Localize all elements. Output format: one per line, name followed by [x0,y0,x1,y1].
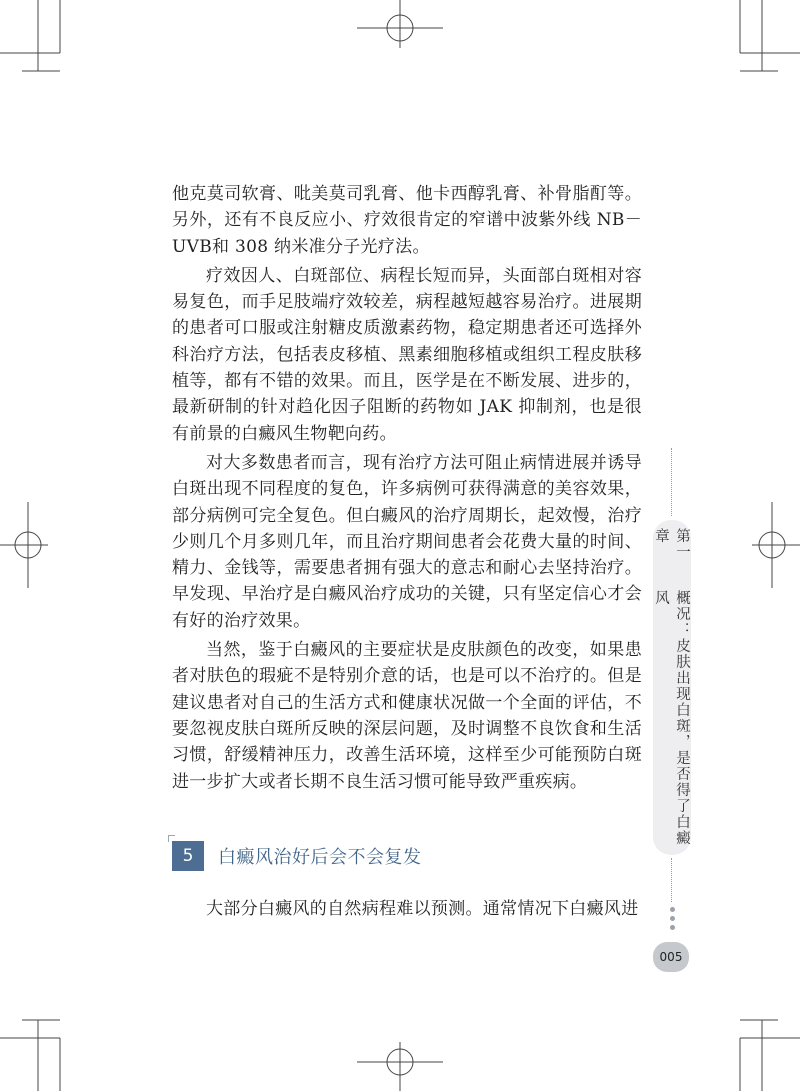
paragraph: 大部分白癜风的自然病程难以预测。通常情况下白癜风进 [206,899,639,919]
body-text-continued [172,896,642,922]
paragraph: 疗效因人、白斑部位、病程长短而异，头面部白斑相对容易复色，而手足肢端疗效较差，病程越短越容易治疗。进展期的患者可口服或注射糖皮质激素药物，稳定期患者还可选择外科治疗方法，包括表皮移植、黑素细胞移植或组织工程皮肤移植等，都有不错的效果。而且，医学是在不断发展、进步的，最新研制的针对趋化因子阻断的药物如 JAK 抑制剂，也是很有前景的白癜风生物靶向药。 [172,265,642,444]
chapter-side-tab [653,520,691,855]
page-number-badge [653,942,689,972]
paragraph: 他克莫司软膏、吡美莫司乳膏、他卡西醇乳膏、补骨脂酊等。另外，还有不良反应小、疗效很肯定的窄谱中波紫外线 NB－UVB和 308 纳米准分子光疗法。 [172,184,642,257]
chapter-title: 概况：皮肤出现白斑，是否得了白癜风 [653,590,690,847]
section-heading [172,839,422,873]
paragraph: 对大多数患者而言，现有治疗方法可阻止病情进展并诱导白斑出现不同程度的复色，许多病例可获得满意的美容效果，部分病例可完全复色。但白癜风的治疗周期长，起效慢，治疗少则几个月多则几年，而且治疗期间患者会花费大量的时间、精力、金钱等，需要患者拥有强大的意志和耐心去坚持治疗。早发现、早治疗是白癜风治疗成功的关键，只有坚定信心才会有好的治疗效果。 [172,452,642,631]
section-title: 白癜风治好后会不会复发 [218,847,422,868]
page-number: 005 [659,950,683,964]
side-dotted-line [671,858,673,902]
section-number-badge: 5 [172,841,204,871]
paragraph: 当然，鉴于白癜风的主要症状是皮肤颜色的改变，如果患者对肤色的瑕疵不是特别介意的话，也是可以不治疗的。但是建议患者对自己的生活方式和健康状况做一个全面的评估，不要忽视皮肤白斑所反映的深层问题，及时调整不良饮食和生活习惯，舒缓精神压力，改善生活环境，这样至少可能预防白斑进一步扩大或者长期不良生活习惯可能导致严重疾病。 [172,640,642,792]
chapter-label: 第一章 [653,528,690,560]
decorative-dots [668,907,676,934]
body-text [172,181,642,795]
corner-ornament [168,835,175,842]
side-dotted-line [671,448,673,516]
